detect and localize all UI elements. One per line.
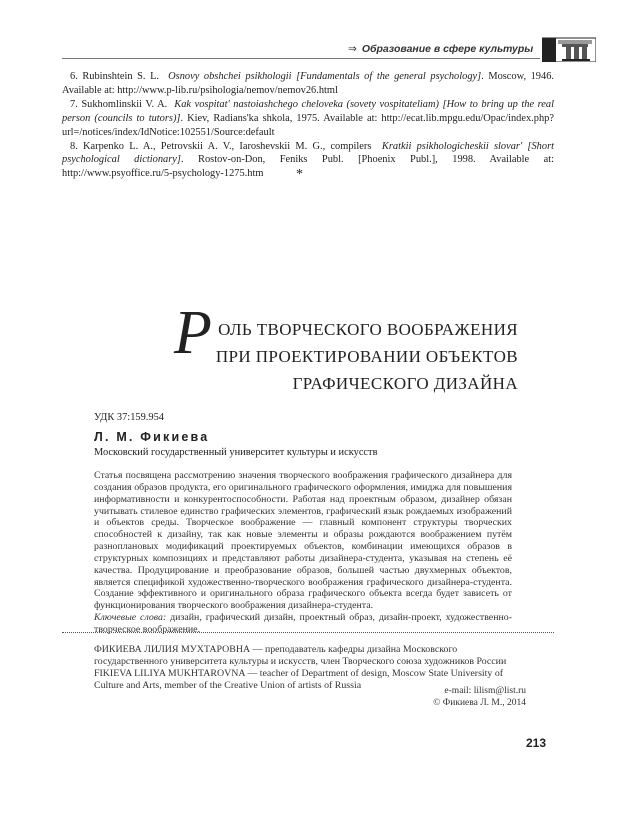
arrow-icon: ⇒ [348,43,357,55]
keywords-list: дизайн, графический дизайн, проектный образ, дизайн-проект, художественно-творческое воображение. [94,612,512,635]
author-info-ru: ФИКИЕВА ЛИЛИЯ МУХТАРОВНА — преподаватель кафедры дизайна Московского государственного университета культуры и искусств, член Творческого союза художников России [94,644,507,667]
reference-item [62,98,554,140]
dotted-divider [62,632,554,633]
reference-title: Kratkii psikhologicheskii slovar' [Short psychological dictionary] [62,140,554,166]
title-dropcap: Р [174,299,212,367]
title-line-1: ОЛЬ ТВОРЧЕСКОГО ВООБРАЖЕНИЯ [218,320,518,339]
author-affiliation: Московский государственный университет культуры и искусств [94,447,378,458]
running-header [62,36,554,62]
reference-details: . Rostov-on-Don, Feniks Publ. [Phoenix Publ.], 1998. Available at: http://www.psyoffice.ru/5-psychology-1275.htm [62,154,555,180]
section-title [348,43,533,55]
copyright-notice: © Фикиева Л. М., 2014 [433,697,526,708]
reference-item [62,70,554,98]
column-logo-icon [542,36,596,62]
reference-author: 7. Sukhomlinskii V. A. [70,98,168,110]
section-name: Образование в сфере культуры [361,43,534,55]
title-line-2: ПРИ ПРОЕКТИРОВАНИИ ОБЪЕКТОВ [215,347,518,366]
title-line-3: ГРАФИЧЕСКОГО ДИЗАЙНА [292,374,518,393]
reference-title: Kak vospitat' nastoiashchego cheloveka (sovety vospitateliam) [How to bring up the real person (councils to tutors)] [62,98,554,124]
keywords-label: Ключевые слова: [94,612,167,624]
reference-item [62,140,554,182]
article-title [170,300,518,400]
reference-list [62,70,554,181]
reference-title: Osnovy obshchei psikhologii [Fundamentals of the general psychology] [168,71,482,82]
reference-details: . Kiev, Radians'ka shkola, 1975. Available at: http://ecat.lib.mpgu.edu/Opac/index.php?url=/notices/index/IdNotice:102551/Source:default [62,112,554,138]
abstract-text: Статья посвящена рассмотрению значения творческого воображения графического дизайнера для создания образов продукта, его оригинального графического оформления, имиджа для повышения информативности и конкурентоспособности. Работая над проектным образом, дизайнер обязан учитывать стилевое единство графических элементов, графический язык рождаемых изображений и объектов среды. Творческое воображение — главный компонент структуры творческих способностей к дизайну, так как новые элементы и образы рождаются воображением путём разноплановых модификаций проектируемых объектов, комбинации имеющихся образов в структурных композициях и представляют работы дизайнера-студента, указывая на степень её качества. Продуцирование и преобразование образов, большей частью двухмерных объектов, является спецификой художественно-творческого воображения графического дизайнера-студента. Создание эффективного и оригинального образа графического объекта всегда будет зависеть от функционирования творческого воображения дизайнера-студента. [94,470,512,612]
author-name: Л. М. Фикиева [94,430,210,444]
page-number: 213 [526,736,547,750]
author-contacts [300,686,526,709]
section-separator: * [296,167,303,182]
reference-author: 8. Karpenko L. A., Petrovskii A. V., Iaroshevskii M. G., compilers [70,140,372,152]
author-email: e-mail: lilism@list.ru [444,686,526,696]
abstract [94,470,512,636]
author-info-en: FIKIEVA LILIYA MUKHTAROVNA — teacher of Department of design, Moscow State University of Culture and Arts, member of the Creative Union of artists of Russia [94,668,504,691]
header-rule [62,58,540,59]
reference-details: . Moscow, 1946. Available at: http://www.p-lib.ru/psihologia/nemov/nemov26.html [62,71,554,96]
udk-code: УДК 37:159.954 [94,412,164,423]
reference-author: 6. Rubinshtein S. L. [70,71,160,82]
